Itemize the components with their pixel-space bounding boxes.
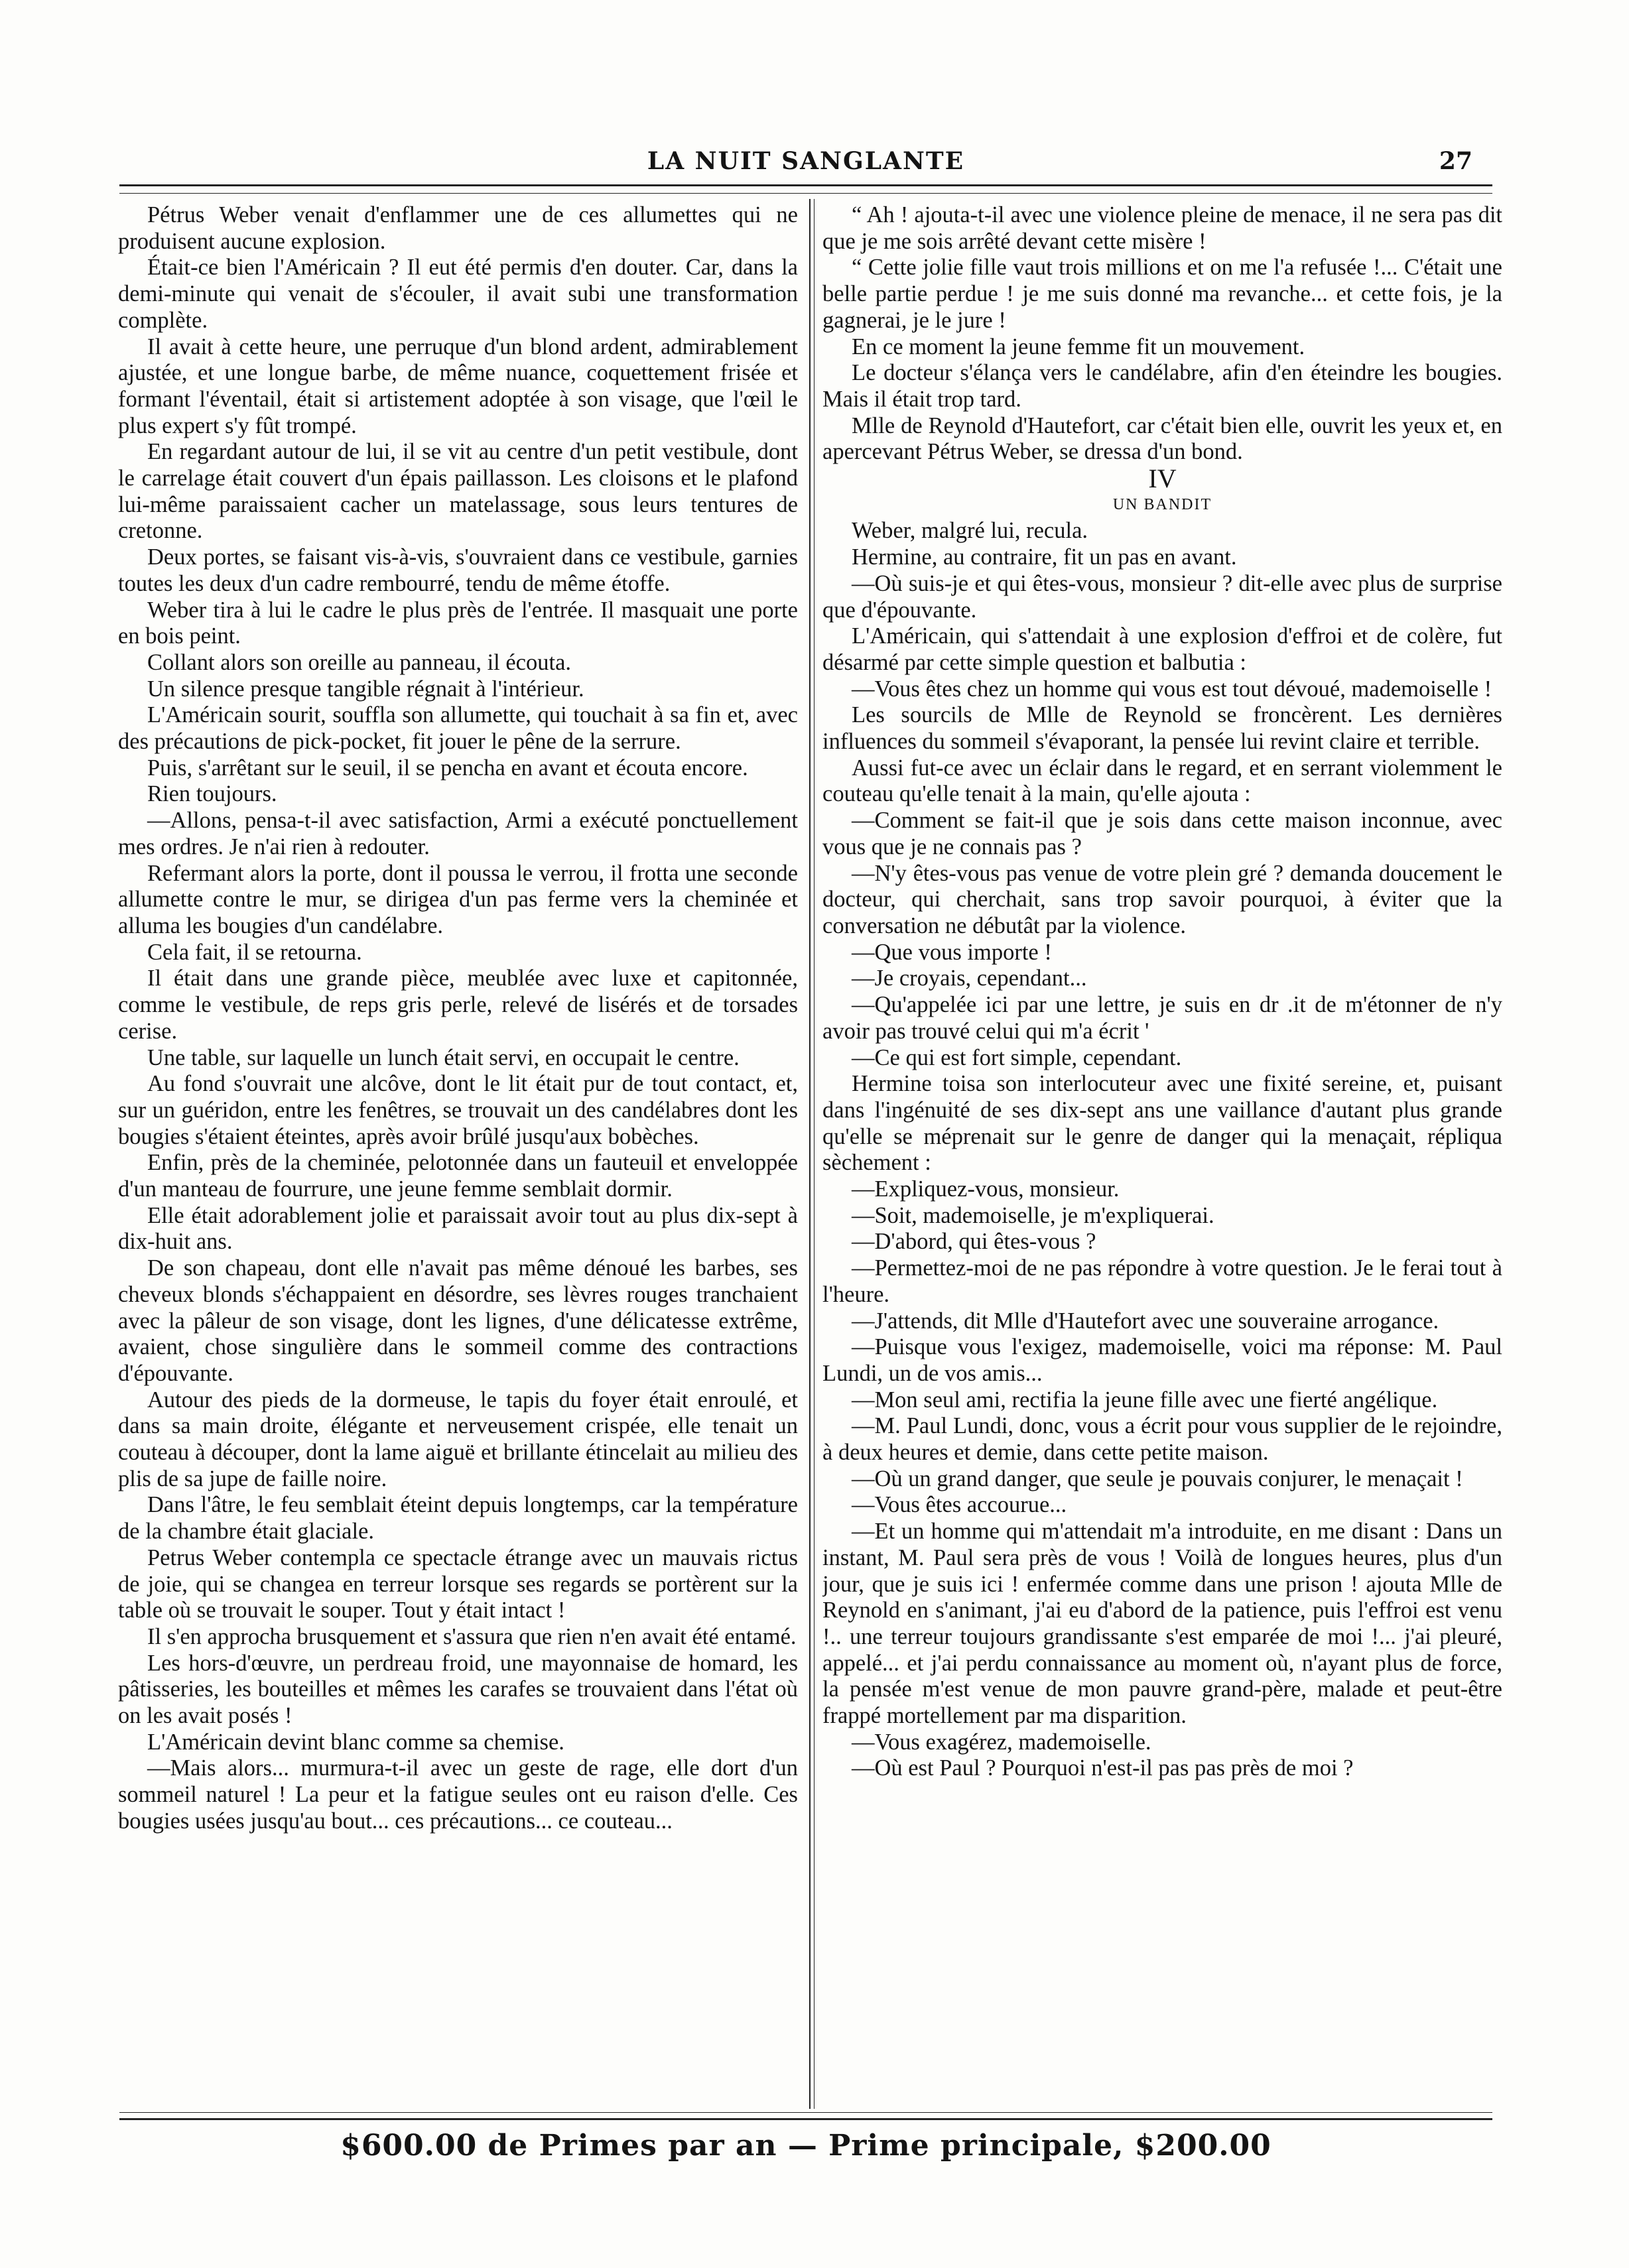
paragraph: En regardant autour de lui, il se vit au centre d'un petit vestibule, dont le carrelage était couvert d'un épais paillasson. Les cloisons et le plafond lui-même paraissaient cacher un matelassage, sous leurs tentures de cretonne. xyxy=(118,439,798,544)
footer-rule xyxy=(119,2112,1492,2120)
paragraph: —N'y êtes-vous pas venue de votre plein gré ? demanda doucement le docteur, qui cherchait, sans trop savoir pourquoi, à éviter que la conversation ne débutât par la violence. xyxy=(822,860,1502,938)
paragraph: Autour des pieds de la dormeuse, le tapis du foyer était enroulé, et dans sa main droite, élégante et nerveusement crispée, elle tenait un couteau à découper, dont la lame aiguë et brillante étincelait au milieu des plis de sa jupe de faille noire. xyxy=(118,1387,798,1491)
paragraph: Enfin, près de la cheminée, pelotonnée dans un fauteuil et enveloppée d'un manteau de fourrure, une jeune femme semblait dormir. xyxy=(118,1150,798,1202)
paragraph: L'Américain devint blanc comme sa chemise. xyxy=(147,1729,564,1755)
paragraph: Puis, s'arrêtant sur le seuil, il se pencha en avant et écouta encore. xyxy=(147,755,748,781)
paragraph: Elle était adorablement jolie et paraissait avoir tout au plus dix-sept à dix-huit ans. xyxy=(118,1202,798,1255)
left-column xyxy=(118,202,798,2106)
running-title: LA NUIT SANGLANTE xyxy=(647,147,965,175)
paragraph: —Soit, mademoiselle, je m'expliquerai. xyxy=(852,1202,1214,1228)
paragraph: “ Cette jolie fille vaut trois millions et on me l'a refusée !... C'était une belle partie perdue ! je me suis donné ma revanche... et cette fois, je la gagnerai, je le jure ! xyxy=(822,255,1502,333)
chapter-number: IV xyxy=(1148,464,1177,494)
paragraph: Hermine toisa son interlocuteur avec une fixité sereine, et, puisant dans l'ingénuité de ses dix-sept ans une vaillance d'autant plus grande qu'elle se méprenait sur le genre de danger qui la menaçait, répliqua sèchement : xyxy=(822,1071,1502,1176)
paragraph: —Qu'appelée ici par une lettre, je suis en dr .it de m'étonner de n'y avoir pas trouvé celui qui m'a écrit ' xyxy=(822,992,1502,1044)
paragraph: —Expliquez-vous, monsieur. xyxy=(852,1176,1120,1202)
paragraph: Cela fait, il se retourna. xyxy=(147,939,362,965)
paragraph: —Je croyais, cependant... xyxy=(852,966,1087,991)
paragraph: Les sourcils de Mlle de Reynold se froncèrent. Les dernières influences du sommeil s'évaporant, la pensée lui revint claire et terrible. xyxy=(822,702,1502,755)
column-divider xyxy=(809,199,814,2109)
paragraph: Il s'en approcha brusquement et s'assura que rien n'en avait été entamé. xyxy=(147,1623,797,1649)
right-column xyxy=(822,202,1502,2106)
paragraph: Rien toujours. xyxy=(147,781,277,807)
paragraph: Il avait à cette heure, une perruque d'un blond ardent, admirablement ajustée, et une longue barbe, de même nuance, coquettement frisée et formant l'éventail, était si artistement adoptée à son visage, que l'œil le plus expert s'y fût trompé. xyxy=(118,334,798,438)
chapter-title: UN BANDIT xyxy=(1112,495,1212,513)
header-rule xyxy=(119,184,1492,194)
paragraph: “ Ah ! ajouta-t-il avec une violence pleine de menace, il ne sera pas dit que je me sois arrêté devant cette misère ! xyxy=(822,202,1502,254)
paragraph: Aussi fut-ce avec un éclair dans le regard, et en serrant violemment le couteau qu'elle tenait à la main, qu'elle ajouta : xyxy=(822,755,1502,807)
paragraph: Petrus Weber contempla ce spectacle étrange avec un mauvais rictus de joie, qui se changea en terreur lorsque ses regards se portèrent sur la table où se trouvait le souper. Tout y était intact ! xyxy=(118,1544,798,1623)
page-number: 27 xyxy=(1439,147,1472,175)
paragraph: Weber tira à lui le cadre le plus près de l'entrée. Il masquait une porte en bois peint. xyxy=(118,597,798,649)
right-column-bottom-text xyxy=(822,518,1502,1782)
right-column-top-text xyxy=(822,202,1502,466)
paragraph: —Mon seul ami, rectifia la jeune fille avec une fierté angélique. xyxy=(852,1387,1438,1413)
paragraph: L'Américain, qui s'attendait à une explosion d'effroi et de colère, fut désarmé par cette simple question et balbutia : xyxy=(822,623,1502,675)
paragraph: Weber, malgré lui, recula. xyxy=(852,518,1088,544)
paragraph: En ce moment la jeune femme fit un mouvement. xyxy=(852,334,1305,359)
paragraph: Le docteur s'élança vers le candélabre, afin d'en éteindre les bougies. Mais il était trop tard. xyxy=(822,360,1502,412)
paragraph: —Comment se fait-il que je sois dans cette maison inconnue, avec vous que je ne connais pas ? xyxy=(822,808,1502,859)
paragraph: Deux portes, se faisant vis-à-vis, s'ouvraient dans ce vestibule, garnies toutes les deux d'un cadre rembourré, tendu de même étoffe. xyxy=(118,544,798,596)
paragraph: —Où est Paul ? Pourquoi n'est-il pas pas près de moi ? xyxy=(852,1755,1354,1781)
paragraph: —D'abord, qui êtes-vous ? xyxy=(852,1229,1096,1255)
paragraph: —Vous exagérez, mademoiselle. xyxy=(852,1729,1151,1755)
paragraph: —Vous êtes chez un homme qui vous est tout dévoué, mademoiselle ! xyxy=(852,676,1492,702)
paragraph: Une table, sur laquelle un lunch était servi, en occupait le centre. xyxy=(147,1044,740,1070)
paragraph: Un silence presque tangible régnait à l'intérieur. xyxy=(147,676,584,702)
paragraph: Collant alors son oreille au panneau, il écouta. xyxy=(147,649,572,675)
paragraph: —J'attends, dit Mlle d'Hautefort avec une souveraine arrogance. xyxy=(852,1308,1439,1334)
paragraph: Hermine, au contraire, fit un pas en avant. xyxy=(852,544,1237,570)
paragraph: —Que vous importe ! xyxy=(852,939,1052,965)
paragraph: Au fond s'ouvrait une alcôve, dont le lit était pur de tout contact, et, sur un guéridon, entre les fenêtres, se trouvait un des candélabres dont les bougies s'étaient éteintes, après avoir brûlé jusqu'aux bobèches. xyxy=(118,1071,798,1149)
paragraph: De son chapeau, dont elle n'avait pas même dénoué les barbes, ses cheveux blonds s'échappaient en désordre, ses lèvres rouges tranchaient avec la pâleur de son visage, dont les lignes, d'une délicatesse extrême, avaient, chose singulière dans le sommeil comme des contractions d'épouvante. xyxy=(118,1255,798,1386)
paragraph: —Et un homme qui m'attendait m'a introduite, en me disant : Dans un instant, M. Paul sera près de vous ! Voilà de longues heures, plus d'un jour, que je suis ici ! enfermée comme dans une prison ! ajouta Mlle de Reynold en s'animant, j'ai eu d'abord de la patience, puis l'effroi est venu !.. une terreur toujours grandissante s'est emparée de moi !... j'ai pleuré, appelé... et j'ai perdu connaissance au moment où, n'ayant plus de force, la pensée m'est venue de mon pauvre grand-père, malade et peut-être frappé mortellement par ma disparition. xyxy=(822,1519,1502,1729)
paragraph: —M. Paul Lundi, donc, vous a écrit pour vous supplier de le rejoindre, à deux heures et demie, dans cette petite maison. xyxy=(822,1413,1502,1466)
page-header xyxy=(119,139,1492,186)
paragraph: —Allons, pensa-t-il avec satisfaction, Armi a exécuté ponctuellement mes ordres. Je n'ai rien à redouter. xyxy=(118,808,798,859)
paragraph: Était-ce bien l'Américain ? Il eut été permis d'en douter. Car, dans la demi-minute qui venait de s'écouler, il avait subi une transformation complète. xyxy=(118,255,798,333)
paragraph: —Où suis-je et qui êtes-vous, monsieur ? dit-elle avec plus de surprise que d'épouvante. xyxy=(822,570,1502,623)
paragraph: —Ce qui est fort simple, cependant. xyxy=(852,1044,1182,1070)
paragraph: Pétrus Weber venait d'enflammer une de ces allumettes qui ne produisent aucune explosion. xyxy=(118,202,798,254)
paragraph: L'Américain sourit, souffla son allumette, qui touchait à sa fin et, avec des précautions de pick-pocket, fit jouer le pêne de la serrure. xyxy=(118,702,798,755)
paragraph: —Où un grand danger, que seule je pouvais conjurer, le menaçait ! xyxy=(852,1466,1463,1491)
paragraph: —Permettez-moi de ne pas répondre à votre question. Je le ferai tout à l'heure. xyxy=(822,1255,1502,1307)
paragraph: Mlle de Reynold d'Hautefort, car c'était bien elle, ouvrit les yeux et, en apercevant Pétrus Weber, se dressa d'un bond. xyxy=(822,412,1502,465)
paragraph: Refermant alors la porte, dont il poussa le verrou, il frotta une seconde allumette contre le mur, se dirigea d'un pas ferme vers la cheminée et alluma les bougies d'un candélabre. xyxy=(118,860,798,938)
paragraph: Dans l'âtre, le feu semblait éteint depuis longtemps, car la température de la chambre était glaciale. xyxy=(118,1492,798,1544)
paragraph: Il était dans une grande pièce, meublée avec luxe et capitonnée, comme le vestibule, de reps gris perle, relevé de lisérés et de torsades cerise. xyxy=(118,966,798,1044)
paragraph: —Vous êtes accourue... xyxy=(852,1492,1067,1518)
paragraph: —Puisque vous l'exigez, mademoiselle, voici ma réponse: M. Paul Lundi, un de vos amis... xyxy=(822,1334,1502,1386)
paragraph: Les hors-d'œuvre, un perdreau froid, une mayonnaise de homard, les pâtisseries, les bouteilles et mêmes les carafes se trouvaient dans l'état où on les avait posés ! xyxy=(118,1650,798,1729)
paragraph: —Mais alors... murmura-t-il avec un geste de rage, elle dort d'un sommeil naturel ! La peur et la fatigue seules ont eu raison d'elle. Ces bougies usées jusqu'au bout... ces précautions... ce couteau... xyxy=(118,1755,798,1834)
footer-banner: $600.00 de Primes par an — Prime principale, $200.00 xyxy=(340,2129,1271,2163)
